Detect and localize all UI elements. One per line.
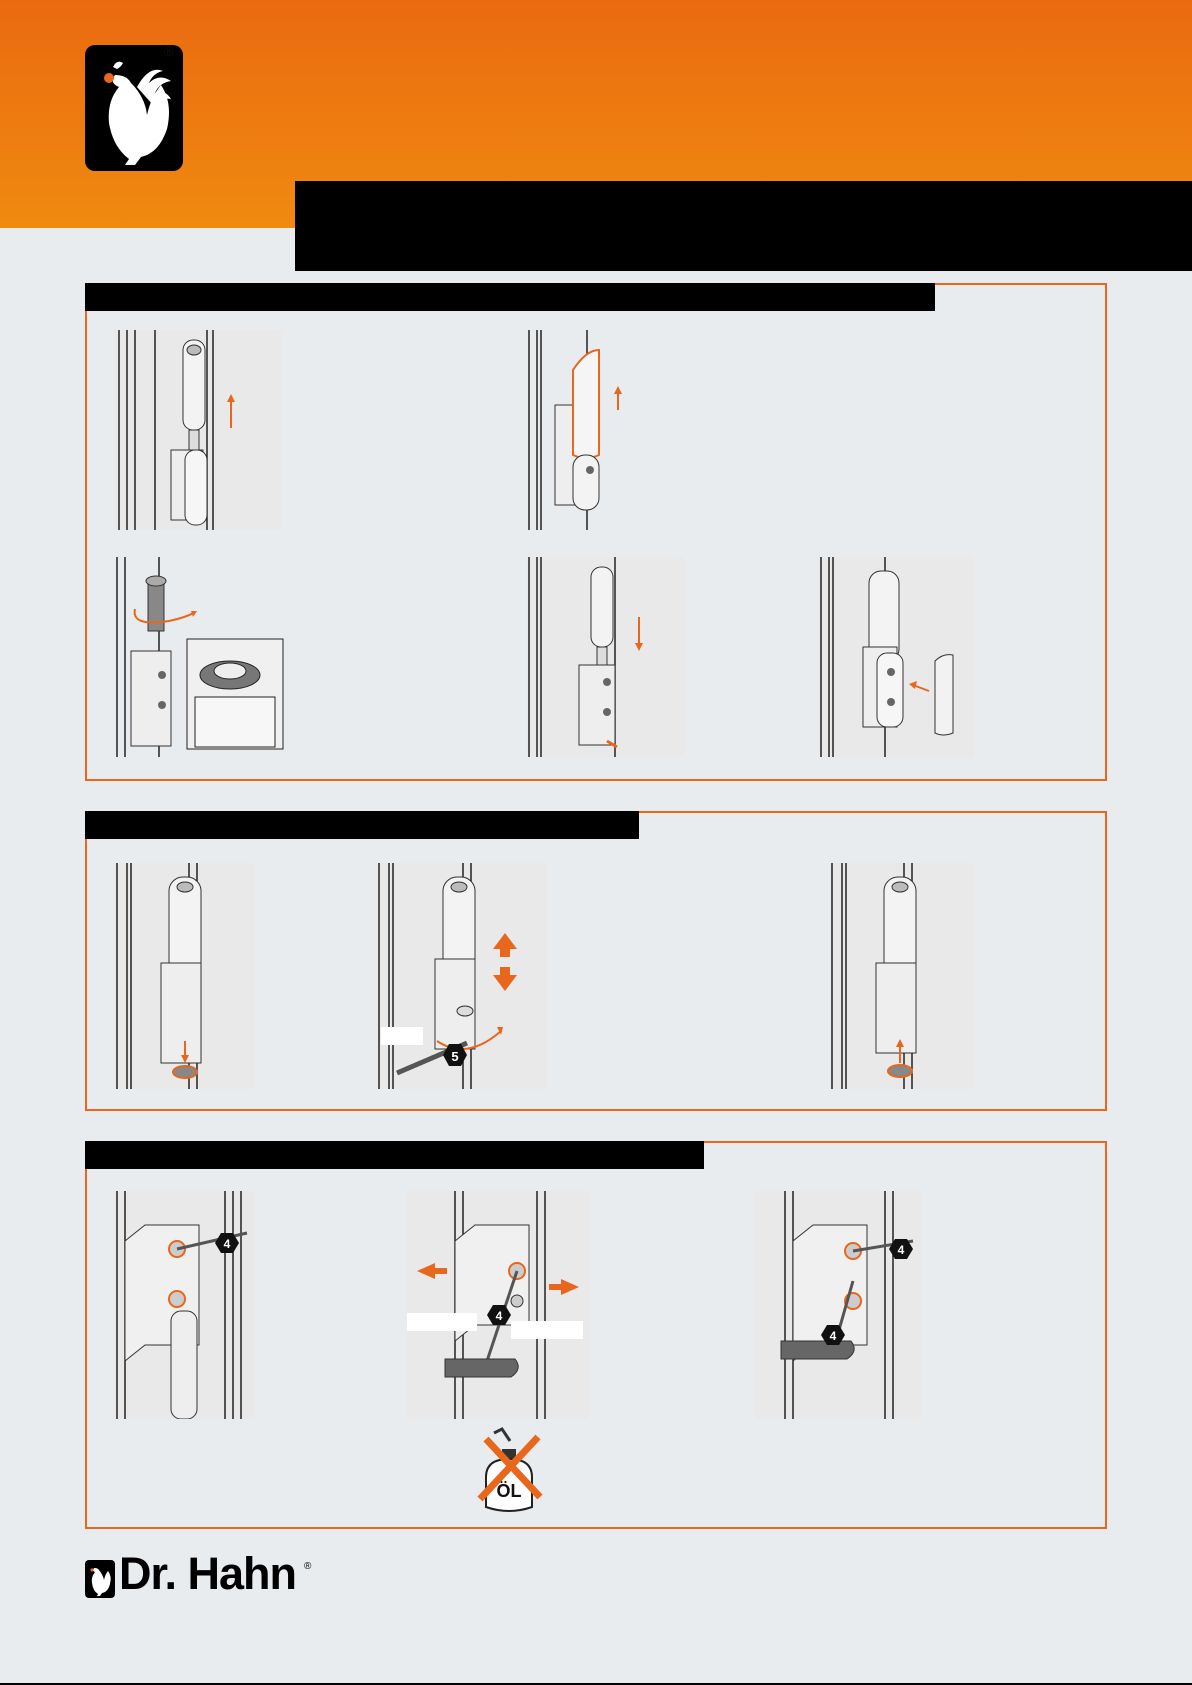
- illustration-adjust-height: [377, 863, 547, 1089]
- section-2-title-bar: [85, 811, 639, 839]
- section-3-panel: [85, 1141, 1107, 1529]
- hex-badge-4-b: 4: [495, 1309, 503, 1323]
- illustration-tighten-screws: [755, 1191, 921, 1419]
- hex-badge-4-d: 4: [829, 1329, 837, 1343]
- illustration-remove-pin: [115, 330, 281, 530]
- rooster-logo: [85, 45, 183, 171]
- registered-mark: ®: [164, 44, 174, 59]
- illustration-adjust-screw-up: [830, 863, 974, 1089]
- illustration-adjust-screw-down: [115, 863, 255, 1089]
- hex-badge-4-c: 4: [897, 1243, 905, 1257]
- hex-badge-4-a: 4: [223, 1237, 231, 1251]
- footer-rooster-icon: [85, 1560, 115, 1598]
- section-1-panel: [85, 283, 1107, 781]
- illustration-adjust-lateral: [407, 1191, 589, 1419]
- oil-can-label: ÖL: [496, 1481, 522, 1501]
- footer-registered-mark: ®: [304, 1561, 312, 1572]
- brand-wordmark: Dr. Hahn: [119, 1548, 297, 1599]
- title-bar: [295, 181, 1192, 271]
- illustration-remove-sleeve: [527, 330, 627, 530]
- no-oil-icon: [472, 1427, 552, 1517]
- section-2-panel: [85, 811, 1107, 1111]
- illustration-insert-pin: [527, 557, 685, 757]
- illustration-attach-cover: [819, 557, 974, 757]
- section-1-title-bar: [85, 283, 935, 311]
- illustration-insert-bushing: [115, 557, 285, 757]
- hex-badge-5: 5: [451, 1049, 459, 1064]
- illustration-loosen-screws: [115, 1191, 255, 1419]
- section-3-title-bar: [85, 1141, 704, 1169]
